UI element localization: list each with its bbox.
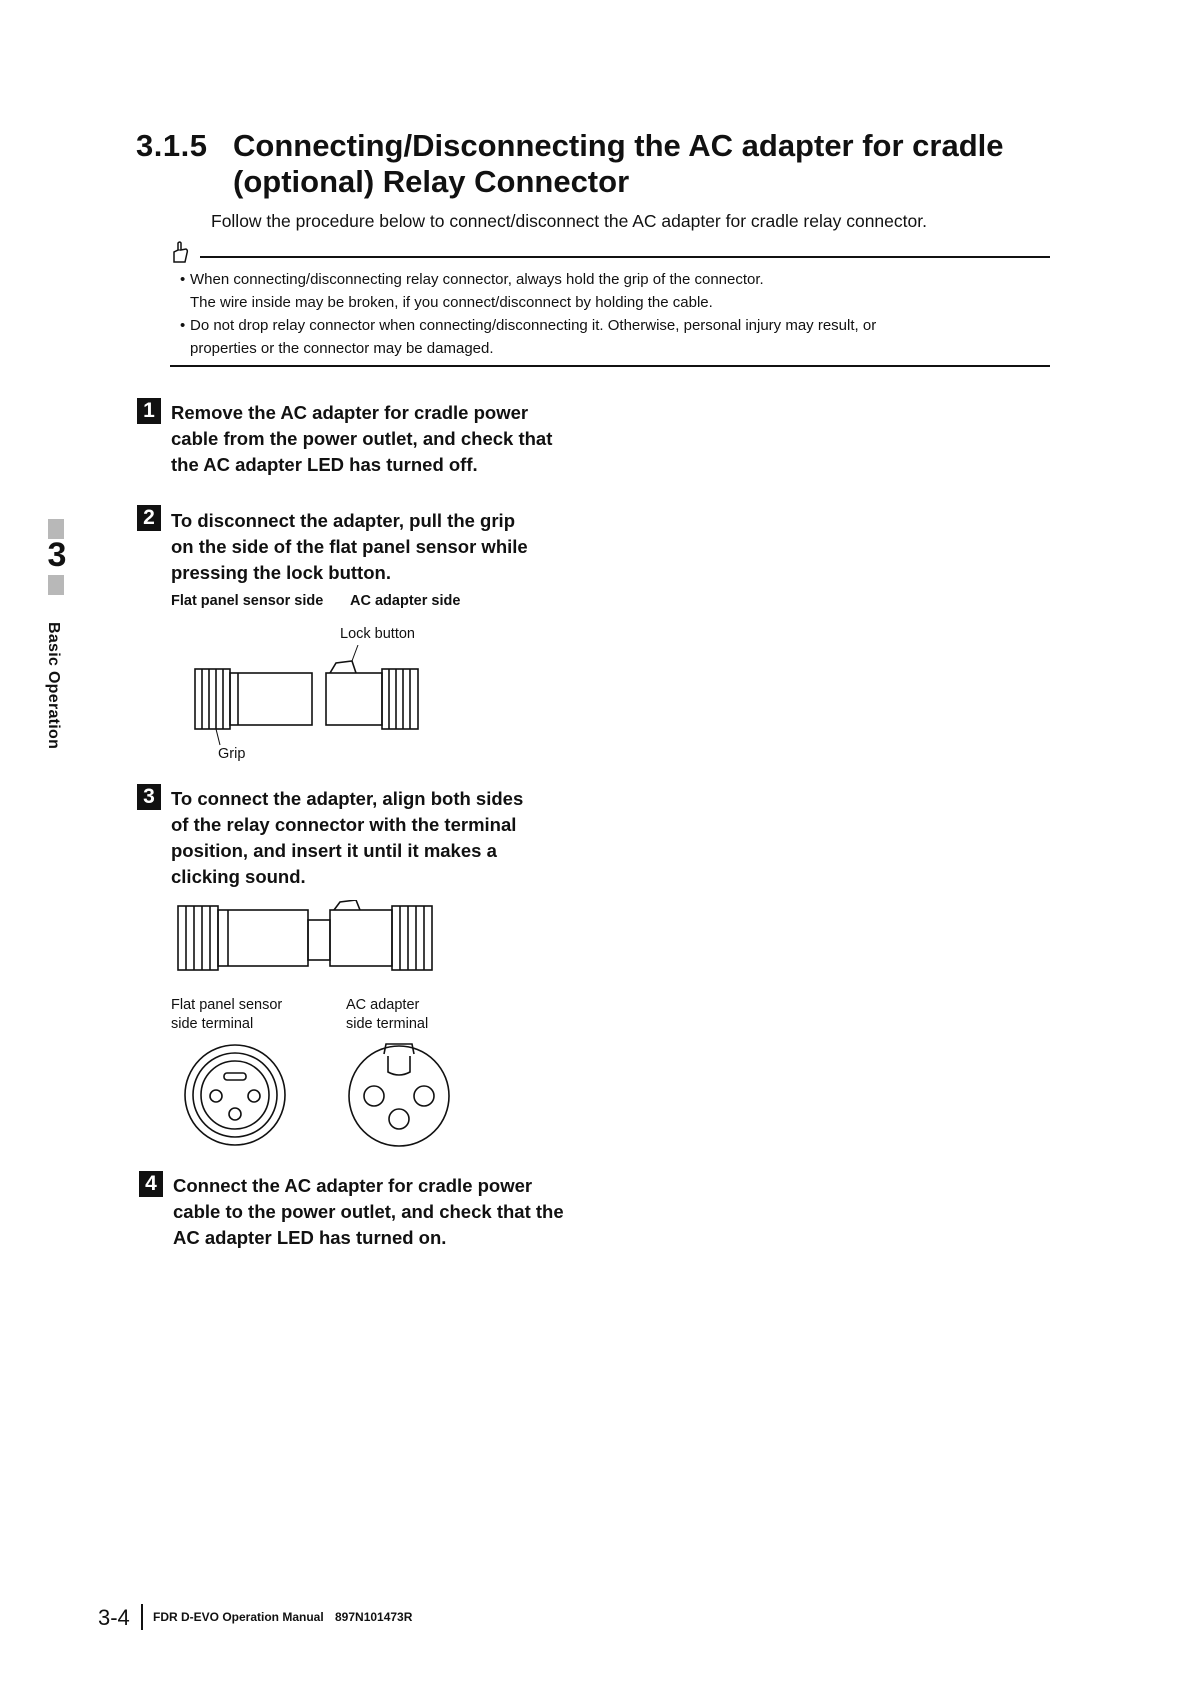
- note-item: • When connecting/disconnecting relay connector, always hold the grip of the connector. The wire inside may be broken, if you connect/disconnect by holding the cable.: [180, 268, 1040, 314]
- relay-connector-connected-diagram: [172, 900, 442, 975]
- section-title-line2: (optional) Relay Connector: [233, 164, 630, 199]
- step-4-badge: 4: [139, 1171, 163, 1197]
- note-list: [180, 268, 1040, 360]
- step-2-badge: 2: [137, 505, 161, 531]
- step-3-text: To connect the adapter, align both sides of the relay connector with the terminal position, and insert it until it makes a clicking sound.: [171, 788, 524, 887]
- note-item: • Do not drop relay connector when connecting/disconnecting it. Otherwise, personal injury may result, or properties or the connector may be damaged.: [180, 314, 1040, 360]
- step-3-badge: 3: [137, 784, 161, 810]
- ac-adapter-terminal-diagram: [344, 1036, 454, 1148]
- fig-label-flat-panel-side: Flat panel sensor side: [171, 593, 324, 609]
- step-2-text: To disconnect the adapter, pull the grip on the side of the flat panel sensor while pressing the lock button.: [171, 510, 528, 583]
- fig-label-flat-panel-terminal: Flat panel sensor side terminal: [171, 997, 283, 1032]
- intro-text: Follow the procedure below to connect/disconnect the AC adapter for cradle relay connector.: [211, 211, 927, 231]
- manual-title: FDR D-EVO Operation Manual: [153, 1610, 324, 1624]
- flat-panel-terminal-diagram: [180, 1043, 290, 1147]
- document-code: 897N101473R: [335, 1610, 413, 1624]
- note-bottom-rule: [170, 365, 1050, 367]
- footer-divider: [141, 1604, 143, 1630]
- section-title-line1: Connecting/Disconnecting the AC adapter for cradle: [233, 128, 1004, 163]
- pointing-hand-icon: [170, 240, 192, 264]
- chapter-label: Basic Operation: [45, 622, 62, 750]
- step-1-text: Remove the AC adapter for cradle power cable from the power outlet, and check that the AC adapter LED has turned off.: [171, 402, 553, 475]
- page-number: 3-4: [98, 1605, 130, 1630]
- fig-label-grip: Grip: [218, 746, 246, 762]
- chapter-number: 3: [47, 536, 67, 574]
- fig-label-ac-adapter-side: AC adapter side: [350, 593, 461, 609]
- note-top-rule: [200, 256, 1050, 258]
- section-title: [233, 128, 1004, 200]
- fig-label-ac-adapter-terminal: AC adapter side terminal: [346, 997, 429, 1032]
- step-1-badge: 1: [137, 398, 161, 424]
- relay-connector-disconnected-diagram: [190, 645, 430, 750]
- fig-label-lock-button: Lock button: [340, 626, 415, 642]
- section-number: 3.1.5: [136, 128, 208, 163]
- step-4-text: Connect the AC adapter for cradle power cable to the power outlet, and check that the AC adapter LED has turned on.: [173, 1175, 564, 1248]
